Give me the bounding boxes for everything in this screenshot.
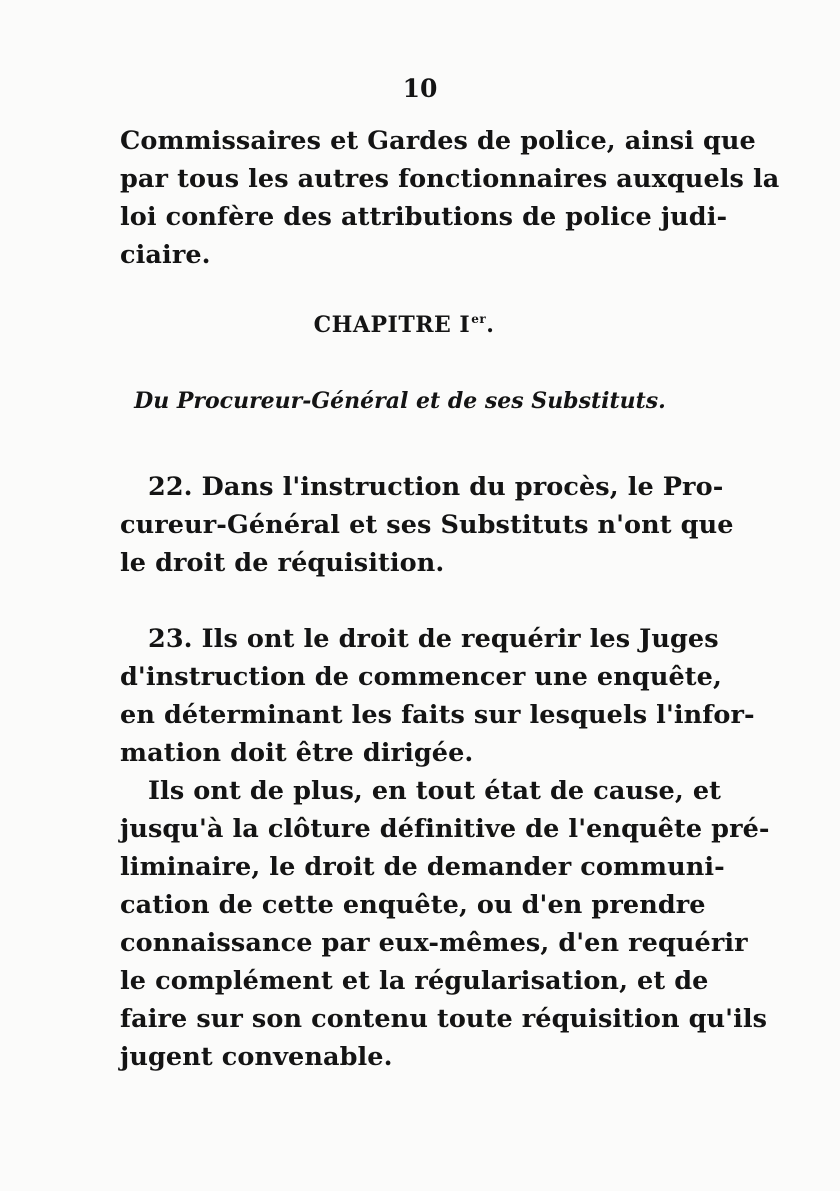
text-line: Commissaires et Gardes de police, ainsi que (120, 126, 756, 156)
text-line: cation de cette enquête, ou d'en prendre (120, 890, 706, 920)
text-line: mation doit être dirigée. (120, 738, 474, 768)
chapter-title-text: CHAPITRE I (313, 312, 471, 338)
chapter-subtitle: Du Procureur-Général et de ses Substituts. (134, 388, 666, 414)
chapter-title-period: . (486, 312, 495, 338)
article-number: 22. (148, 472, 193, 502)
text-line: en déterminant les faits sur lesquels l'infor- (120, 700, 755, 730)
chapter-title (0, 312, 808, 338)
text-line: par tous les autres fonctionnaires auxquels la (120, 164, 780, 194)
text-line (120, 620, 719, 658)
text-line: loi confère des attributions de police judi- (120, 202, 728, 232)
chapter-title-suffix: er (471, 312, 487, 326)
text-line (120, 468, 724, 506)
article-number: 23. (148, 624, 193, 654)
text-line: ciaire. (120, 240, 211, 270)
text-line: le complément et la régularisation, et de (120, 966, 709, 996)
article-text: Ils ont le droit de requérir les Juges (201, 624, 719, 654)
text-line: le droit de réquisition. (120, 548, 445, 578)
article-22 (120, 468, 734, 582)
text-line: cureur-Général et ses Substituts n'ont que (120, 510, 734, 540)
text-line: jusqu'à la clôture définitive de l'enquête pré- (120, 814, 770, 844)
intro-paragraph (120, 122, 780, 274)
text-line: connaissance par eux-mêmes, d'en requérir (120, 928, 748, 958)
text-line: Ils ont de plus, en tout état de cause, et (148, 776, 722, 806)
article-text: Dans l'instruction du procès, le Pro- (201, 472, 724, 502)
text-line: d'instruction de commencer une enquête, (120, 662, 722, 692)
article-23 (120, 620, 770, 1076)
page-number: 10 (402, 74, 438, 103)
text-line: jugent convenable. (120, 1042, 393, 1072)
text-line: liminaire, le droit de demander communi- (120, 852, 725, 882)
text-line: faire sur son contenu toute réquisition qu'ils (120, 1004, 768, 1034)
